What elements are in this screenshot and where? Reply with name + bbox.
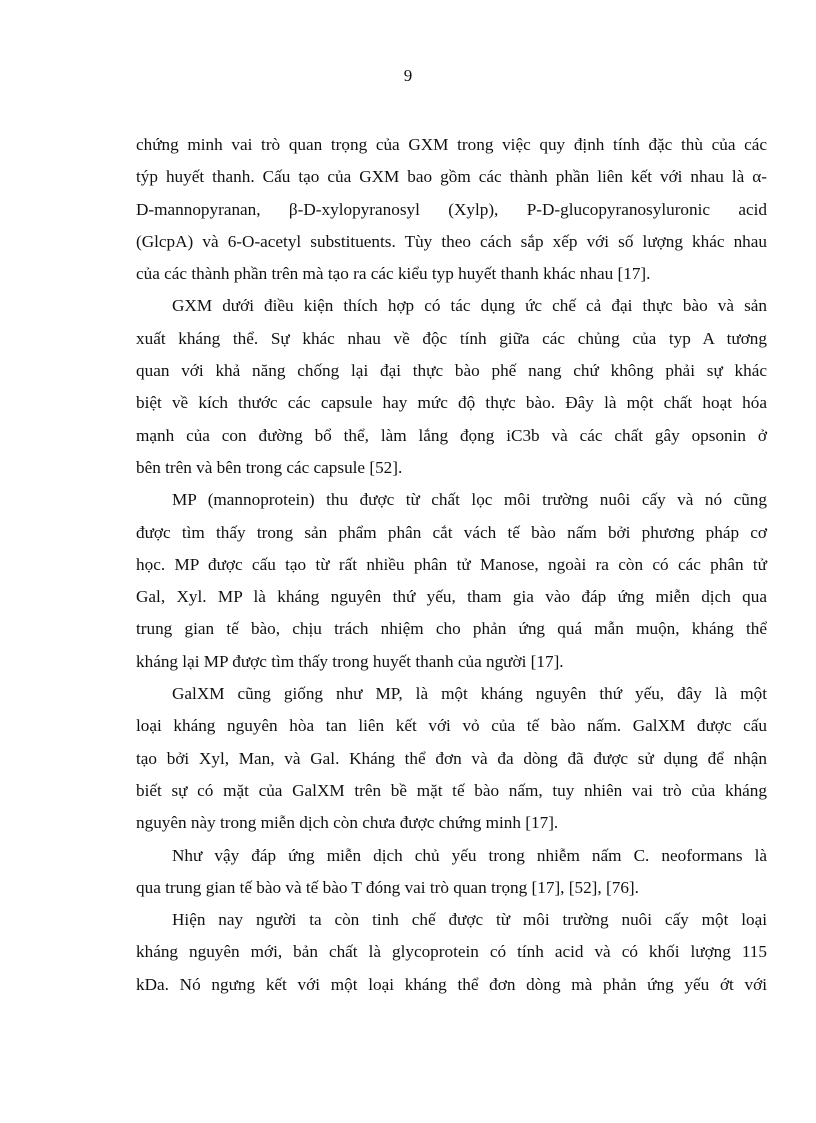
text-line: của các thành phần trên mà tạo ra các kiểu typ huyết thanh khác nhau [17]. <box>136 264 651 284</box>
document-body <box>136 129 767 1001</box>
text-line: loại kháng nguyên hòa tan liên kết với vỏ của tế bào nấm. GalXM được cấu <box>136 716 767 736</box>
paragraph-mannoprotein <box>136 484 767 678</box>
text-line: Gal, Xyl. MP là kháng nguyên thứ yếu, tham gia vào đáp ứng miễn dịch qua <box>136 587 767 607</box>
paragraph-glycoprotein <box>136 904 767 1001</box>
text-line: bên trên và bên trong các capsule [52]. <box>136 457 403 477</box>
text-line: trung gian tế bào, chịu trách nhiệm cho phản ứng quá mẫn muộn, kháng thể <box>136 619 767 639</box>
text-line: được tìm thấy trong sản phẩm phân cắt vách tế bào nấm bởi phương pháp cơ <box>136 522 767 542</box>
text-line: nguyên này trong miễn dịch còn chưa được chứng minh [17]. <box>136 813 559 833</box>
text-line: GalXM cũng giống như MP, là một kháng nguyên thứ yếu, đây là một <box>172 684 767 704</box>
text-line: GXM dưới điều kiện thích hợp có tác dụng ức chế cả đại thực bào và sản <box>172 296 767 316</box>
text-line: xuất kháng thể. Sự khác nhau về độc tính giữa các chủng của typ A tương <box>136 328 767 348</box>
text-line: kháng nguyên mới, bản chất là glycoprotein có tính acid và có khối lượng 115 <box>136 942 767 962</box>
text-line: mạnh của con đường bổ thể, làm lắng đọng iC3b và các chất gây opsonin ở <box>136 425 767 445</box>
text-line: học. MP được cấu tạo từ rất nhiều phân tử Manose, ngoài ra còn có các phân tử <box>136 554 767 574</box>
paragraph-immune-response <box>136 840 767 905</box>
text-line: Hiện nay người ta còn tinh chế được từ môi trường nuôi cấy một loại <box>172 910 767 930</box>
text-line: quan với khả năng chống lại đại thực bào phế nang chứ không phải sự khác <box>136 361 767 381</box>
page-number: 9 <box>403 66 413 85</box>
text-line: biết sự có mặt của GalXM trên bề mặt tế bào nấm, tuy nhiên vai trò của kháng <box>136 780 767 800</box>
text-line: chứng minh vai trò quan trọng của GXM trong việc quy định tính đặc thù của các <box>136 135 767 154</box>
text-line: qua trung gian tế bào và tế bào T đóng vai trò quan trọng [17], [52], [76]. <box>136 877 639 897</box>
paragraph-galxm <box>136 678 767 839</box>
text-line: D-mannopyranan, β-D-xylopyranosyl (Xylp), P-D-glucopyranosyluronic acid <box>136 199 767 219</box>
text-line: Như vậy đáp ứng miễn dịch chủ yếu trong nhiễm nấm C. neoformans là <box>172 845 767 865</box>
paragraph-gxm-function <box>136 290 767 484</box>
text-line: týp huyết thanh. Cấu tạo của GXM bao gồm các thành phần liên kết với nhau là α- <box>136 167 767 187</box>
text-line: MP (mannoprotein) thu được từ chất lọc môi trường nuôi cấy và nó cũng <box>172 490 767 510</box>
text-line: kDa. Nó ngưng kết với một loại kháng thể đơn dòng mà phản ứng yếu ớt với <box>136 974 767 994</box>
paragraph-gxm-structure <box>136 129 767 290</box>
text-line: kháng lại MP được tìm thấy trong huyết thanh của người [17]. <box>136 651 564 671</box>
text-line: (GlcpA) và 6-O-acetyl substituents. Tùy theo cách sắp xếp với số lượng khác nhau <box>136 231 767 251</box>
text-line: tạo bởi Xyl, Man, và Gal. Kháng thể đơn và đa dòng đã được sử dụng để nhận <box>136 748 767 768</box>
text-line: biệt về kích thước các capsule hay mức độ thực bào. Đây là một chất hoạt hóa <box>136 393 767 413</box>
